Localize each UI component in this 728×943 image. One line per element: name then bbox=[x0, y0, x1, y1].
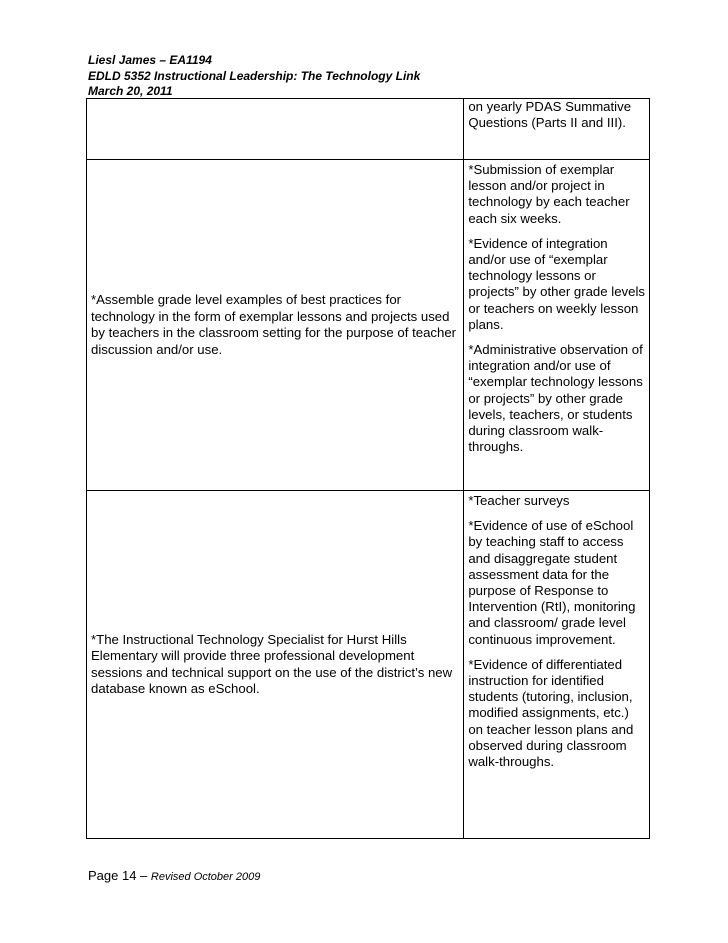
table-row bbox=[87, 160, 650, 491]
author-line: Liesl James – EA1194 bbox=[88, 53, 212, 67]
table-row bbox=[87, 491, 650, 839]
strategy-cell bbox=[87, 99, 464, 160]
strategy-cell bbox=[87, 491, 464, 839]
evidence-item: *Evidence of differentiated instruction for identified students (tutoring, inclusion, modified assignments, etc.) on teacher lesson plans and observed during classroom walk-throughs. bbox=[468, 656, 634, 770]
evidence-item: *Evidence of use of eSchool by teaching staff to access and disaggregate student assessment data for the purpose of Response to Intervention (RtI), monitoring and classroom/ grade level continuous improvement. bbox=[468, 518, 636, 647]
strategy-text: *Assemble grade level examples of best practices for technology in the form of exemplar lessons and projects used by teachers in the classroom setting for the purpose of teacher discussion and/or use. bbox=[91, 292, 457, 357]
revision-note: Revised October 2009 bbox=[150, 871, 261, 883]
course-line: EDLD 5352 Instructional Leadership: The Technology Link bbox=[88, 68, 421, 83]
page-number: Page 14 – bbox=[88, 868, 151, 883]
page-header bbox=[88, 53, 688, 100]
evidence-item: *Teacher surveys bbox=[468, 493, 570, 508]
evidence-item: on yearly PDAS Summative Questions (Parts II and III). bbox=[468, 99, 632, 131]
action-plan-table bbox=[86, 98, 650, 839]
strategy-text: *The Instructional Technology Specialist for Hurst Hills Elementary will provide three professional development sessions and technical support on the use of the district’s new database known as eSchool. bbox=[91, 631, 453, 696]
evidence-item: *Administrative observation of integration and/or use of “exemplar technology lessons or projects” by other grade levels, teachers, or students during classroom walk-throughs. bbox=[468, 342, 643, 455]
evidence-cell bbox=[464, 99, 650, 160]
strategy-cell bbox=[87, 160, 464, 491]
evidence-item: *Evidence of integration and/or use of “exemplar technology lessons or projects” by other grade levels or teachers on weekly lesson plans. bbox=[468, 235, 645, 332]
evidence-item: *Submission of exemplar lesson and/or project in technology by each teacher each six weeks. bbox=[468, 162, 630, 226]
page-footer bbox=[88, 868, 260, 883]
evidence-cell bbox=[464, 491, 650, 839]
table-row bbox=[87, 99, 650, 160]
evidence-cell bbox=[464, 160, 650, 491]
date-line: March 20, 2011 bbox=[88, 84, 173, 98]
